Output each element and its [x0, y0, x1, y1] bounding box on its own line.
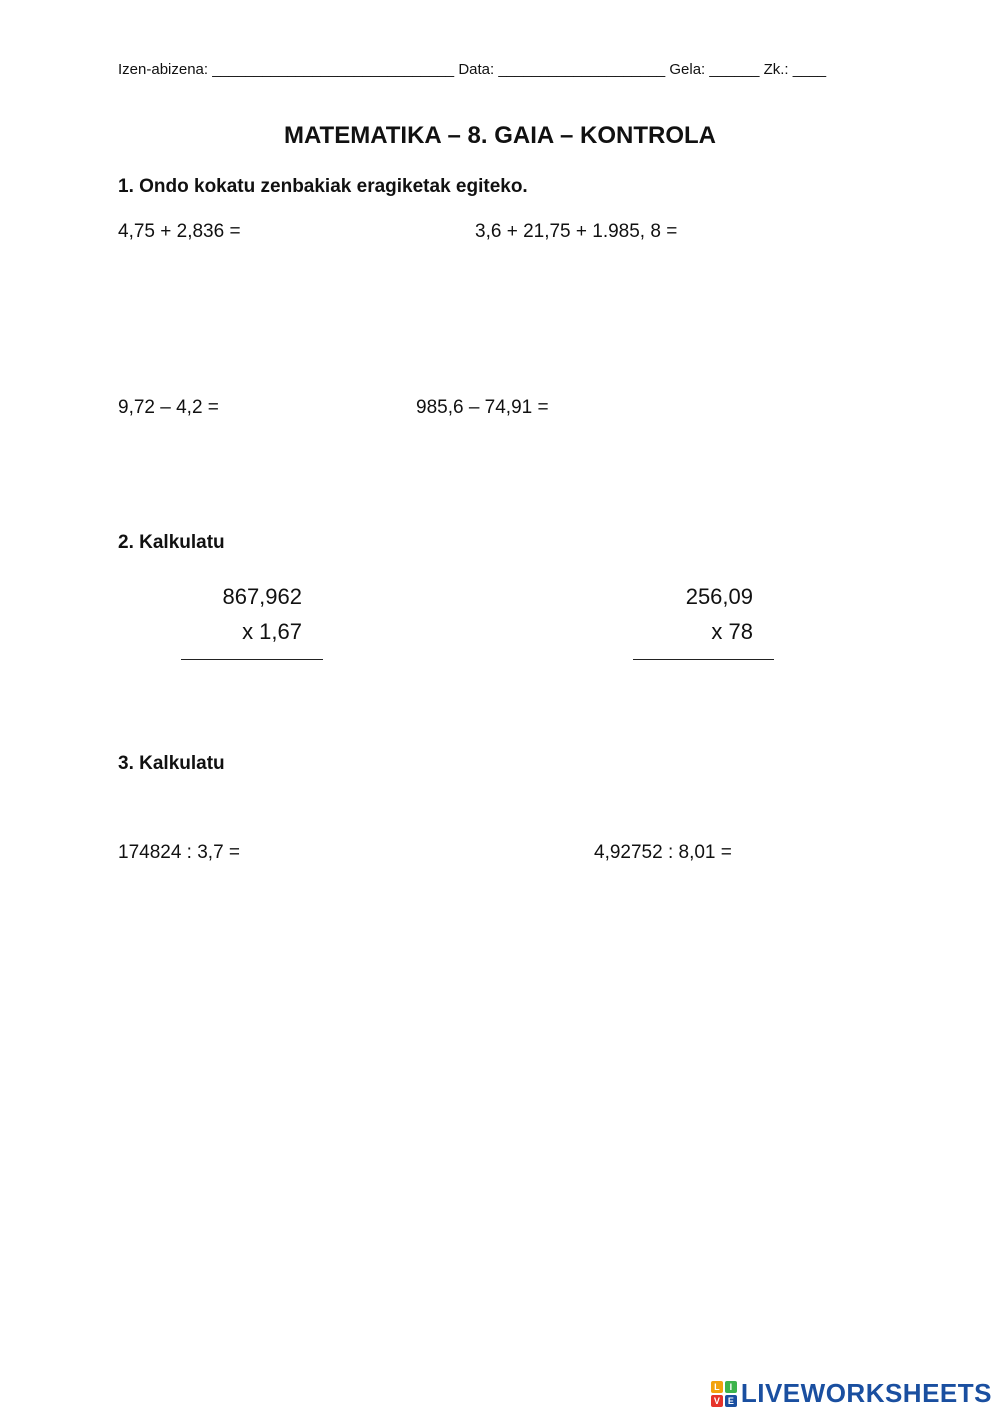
multiplication-2-top: 256,09	[685, 584, 753, 609]
multiplication-1-rule	[181, 659, 323, 660]
multiplication-1-top: 867,962	[222, 584, 302, 609]
logo-mark-letter: V	[711, 1395, 723, 1407]
student-info-line: Izen-abizena: _____________________________ Data: ____________________ Gela: ______ Zk.: ____	[118, 61, 827, 78]
logo-mark-letter: L	[711, 1381, 723, 1393]
expression-addition-1: 4,75 + 2,836 =	[118, 221, 241, 242]
section-3-heading: 3. Kalkulatu	[118, 753, 225, 774]
expression-division-2: 4,92752 : 8,01 =	[594, 842, 732, 863]
expression-addition-2: 3,6 + 21,75 + 1.985, 8 =	[475, 221, 678, 242]
multiplication-2-rule	[633, 659, 774, 660]
liveworksheets-logo	[711, 1378, 992, 1409]
expression-subtraction-1: 9,72 – 4,2 =	[118, 397, 219, 418]
logo-mark-letter: I	[725, 1381, 737, 1393]
expression-division-1: 174824 : 3,7 =	[118, 842, 241, 863]
section-2-heading: 2. Kalkulatu	[118, 532, 225, 553]
expression-subtraction-2: 985,6 – 74,91 =	[416, 397, 549, 418]
page-title: MATEMATIKA – 8. GAIA – KONTROLA	[284, 122, 716, 149]
logo-mark-letter: E	[725, 1395, 737, 1407]
section-1-heading: 1. Ondo kokatu zenbakiak eragiketak egiteko.	[118, 176, 528, 197]
multiplication-2-bottom: x 78	[711, 619, 753, 644]
logo-text: LIVEWORKSHEETS	[740, 1378, 992, 1408]
logo-mark-icon	[711, 1381, 737, 1407]
multiplication-1-bottom: x 1,67	[242, 619, 302, 644]
